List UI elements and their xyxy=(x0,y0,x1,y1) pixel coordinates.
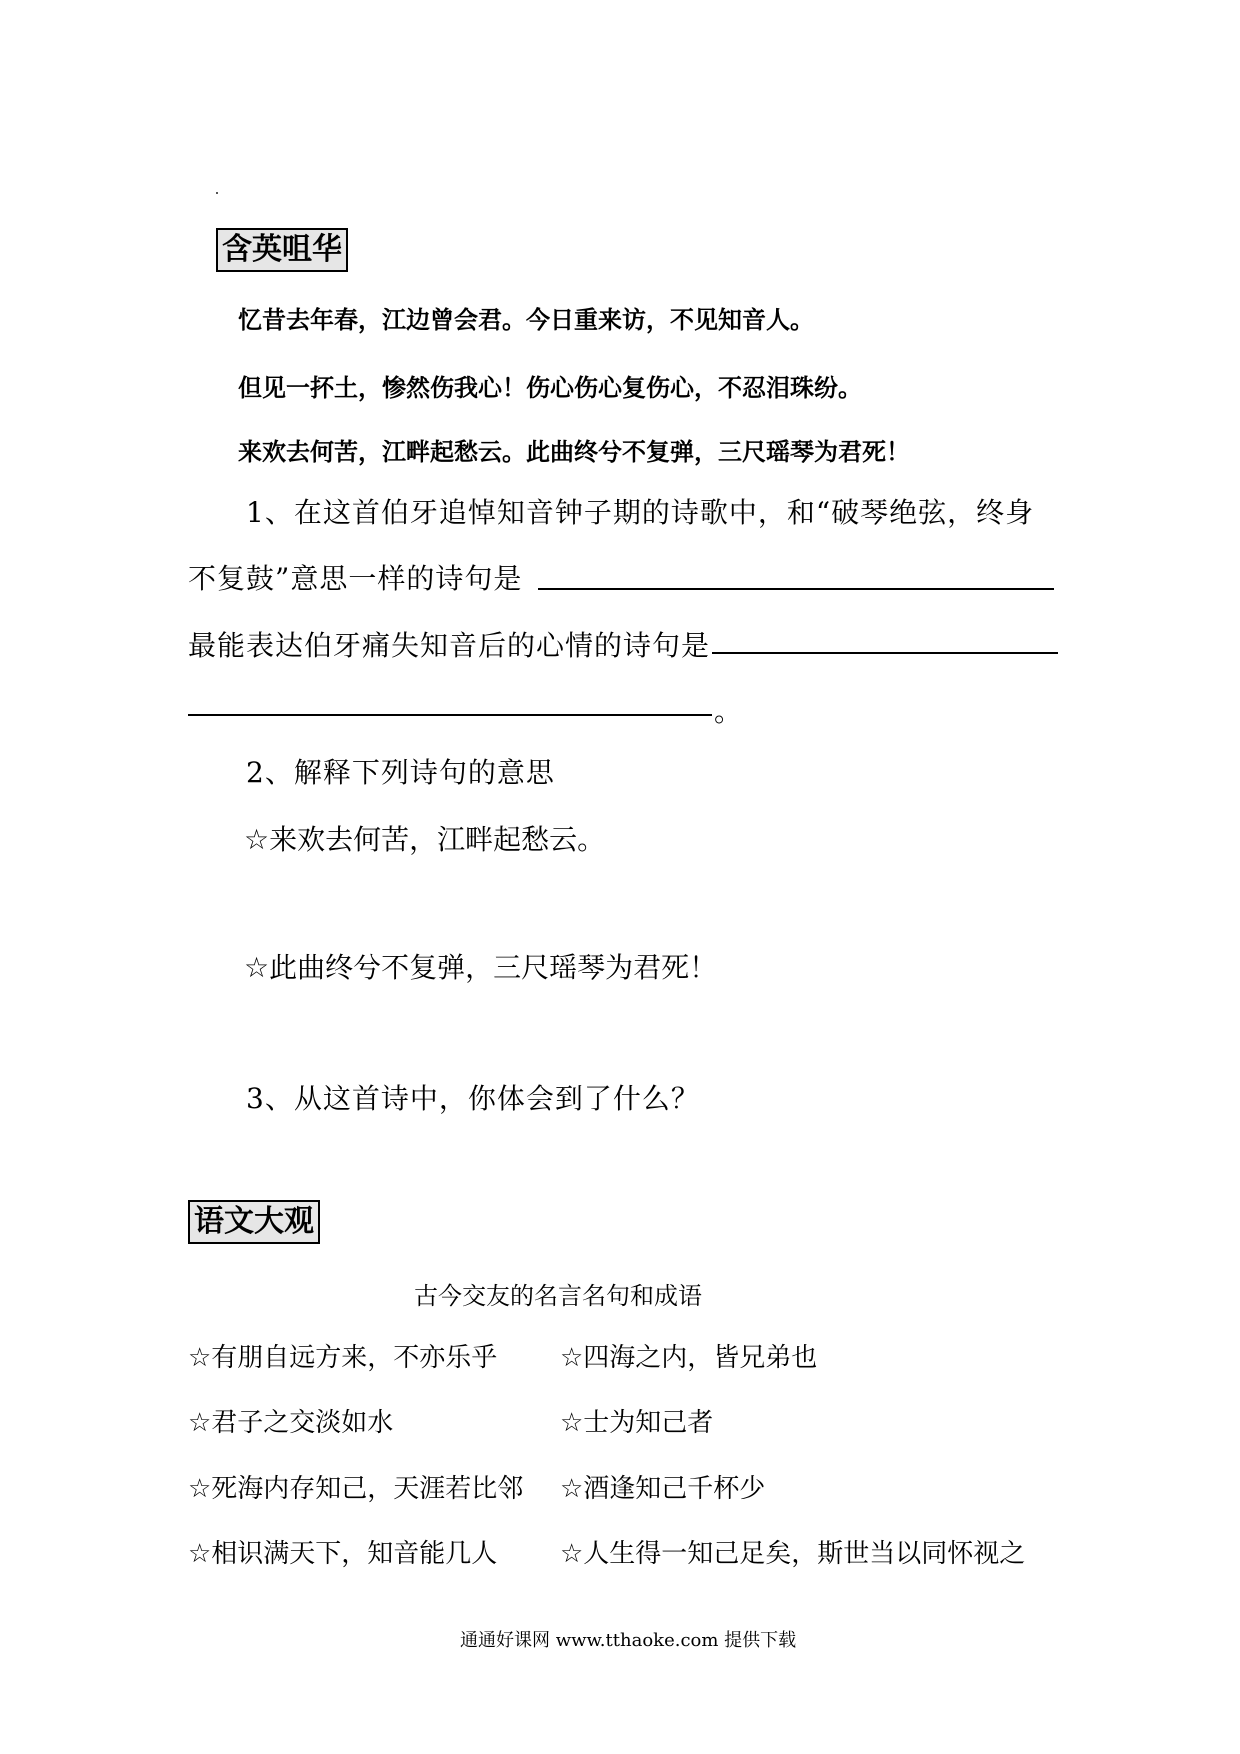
question-2-item-1: ☆来欢去何苦，江畔起愁云。 xyxy=(244,823,606,856)
poem-line-1: 忆昔去年春，江边曾会君。今日重来访，不见知音人。 xyxy=(238,306,814,334)
section-title-yuwen: 语文大观 xyxy=(188,1200,320,1244)
question-1-line-1: 1、在这首伯牙追悼知音钟子期的诗歌中，和“破琴绝弦，终身 xyxy=(246,496,1035,529)
page-footer: 通通好课网 www.tthaoke.com 提供下载 xyxy=(460,1630,797,1651)
answer-blank-3[interactable] xyxy=(188,714,712,716)
quote-left-4: ☆相识满天下，知音能几人 xyxy=(188,1539,498,1569)
poem-line-2: 但见一抔土，惨然伤我心！伤心伤心复伤心，不忍泪珠纷。 xyxy=(238,374,862,402)
question-1-line-3: 最能表达伯牙痛失知音后的心情的诗句是 xyxy=(188,629,711,662)
answer-blank-2[interactable] xyxy=(712,652,1058,654)
quote-right-1: ☆四海之内，皆兄弟也 xyxy=(560,1343,818,1373)
quote-right-3: ☆酒逢知己千杯少 xyxy=(560,1474,766,1504)
quote-left-2: ☆君子之交淡如水 xyxy=(188,1408,394,1438)
quote-right-4: ☆人生得一知己足矣，斯世当以同怀视之 xyxy=(560,1539,1026,1569)
quote-left-1: ☆有朋自远方来，不亦乐乎 xyxy=(188,1343,498,1373)
question-2-item-2: ☆此曲终兮不复弹，三尺瑶琴为君死！ xyxy=(244,951,718,984)
stray-mark xyxy=(216,192,218,194)
question-2-prompt: 2、解释下列诗句的意思 xyxy=(246,756,555,789)
period-mark: 。 xyxy=(714,695,744,728)
quote-right-2: ☆士为知己者 xyxy=(560,1408,714,1438)
section-title-hanying: 含英咀华 xyxy=(216,228,348,272)
question-1-line-2: 不复鼓”意思一样的诗句是 xyxy=(188,562,523,595)
quotes-caption: 古今交友的名言名句和成语 xyxy=(414,1282,702,1310)
quote-left-3: ☆死海内存知己，天涯若比邻 xyxy=(188,1474,524,1504)
poem-line-3: 来欢去何苦，江畔起愁云。此曲终兮不复弹，三尺瑶琴为君死！ xyxy=(238,438,910,466)
answer-blank-1[interactable] xyxy=(538,588,1054,590)
question-3-prompt: 3、从这首诗中，你体会到了什么？ xyxy=(246,1082,700,1115)
